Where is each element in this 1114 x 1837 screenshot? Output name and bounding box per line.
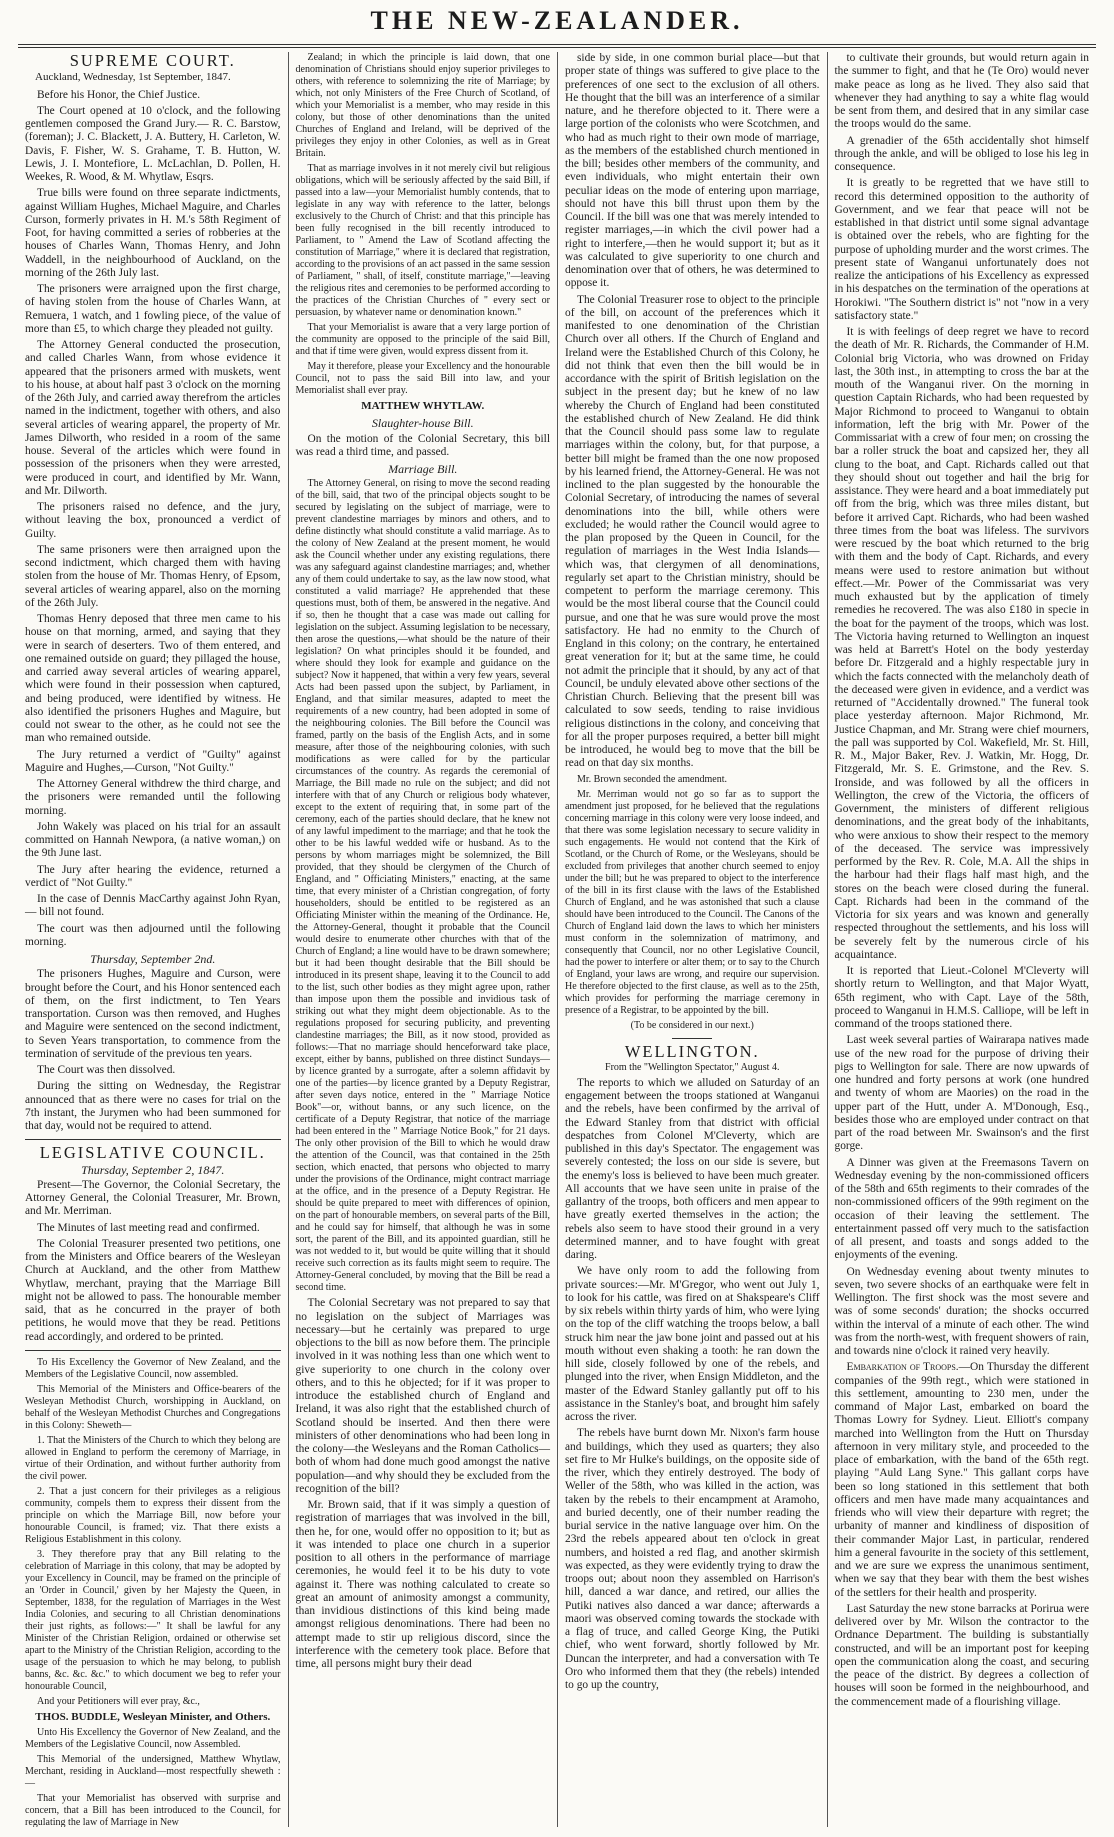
petition-paragraph: Zealand; in which the principle is laid down, that one denomination of Christians should enjoy superior privileges to others, with reference to solemnizing the rite of Marriage; by which, not only Ministers of the Free Church of Scotland, of which your Memorialist is a member, who may reside in this colony, but those of other denominations than the united Churches of England and Ireland, will be deprived of the privileges they enjoy in other Colonies, as well as in Great Britain.: [295, 52, 550, 159]
petition-paragraph: Unto His Excellency the Governor of New Zealand, and the Members of the Legislative Council, now Assembled.: [25, 1726, 281, 1750]
article-paragraph: During the sitting on Wednesday, the Registrar announced that as there were no cases for trial on the 7th instant, the Jurymen who had been summoned for that day, would not be required to attend.: [25, 1080, 281, 1132]
embarkation-lead: Embarkation of Troops.: [846, 1361, 959, 1374]
thursday-subheading: Thursday, September 2nd.: [90, 952, 216, 966]
embarkation-text: —On Thursday the different companies of the 99th regt., which were stationed in this settlement, amounting to 230 men, under the command of Major Last, embarked on board the Thomas Lowry for Sydney. Lieut. Elliott's company marched into Wellington from the Hutt on Thursday afternoon in very military style, and proceeded to the place of embarkation, with the band of the 65th regt. playing "Auld Lang Syne." This gallant corps have been so long stationed in this settlement that both officers and men have made many acquaintances and friends who will view their departure with regret; the urbanity of manner and kindliness of disposition of their commander Major Last, in particular, rendered him a general favourite in the society of this settlement, and we are sure we express the unanimous sentiment, when we say that they bear with them the best wishes of the settlers for their health and prosperity.: [834, 1361, 1089, 1599]
column-1: [18, 52, 288, 1827]
petition-paragraph: 2. That a just concern for their privileges as a religious community, compels them to express their dissent from the principle on which the Marriage Bill, now before your honourable Council, is framed; viz. That there exists a Religious Establishment in this colony.: [25, 1485, 281, 1545]
supreme-court-heading: SUPREME COURT.: [69, 52, 236, 70]
petition-paragraph: 1. That the Ministers of the Church to which they belong are allowed in England to perform the ceremony of Marriage, in virtue of their Ordination, and without further authority from the civil power.: [25, 1434, 281, 1482]
article-paragraph: The Attorney General, on rising to move the second reading of the bill, said, that two of the principal objects sought to be secured by legislating on the subject of marriage, were to prevent clandestine marriages by minors and others, and to define distinctly what should constitute a valid marriage. As to the colony of New Zealand at the present moment, he would ask the Council whether under any existing regulations, there was any safeguard against clandestine marriages; and, whether any of them could undertake to say, as the law now stood, what constituted a valid marriage? He apprehended that these questions must, both of them, be answered in the negative. And if so, then he thought that a case was made out calling for legislation on the subject. Assuming legislation to be necessary, then arose the questions,—what should be the nature of their legislation? On what principles should it be founded, and where should they look for example and guidance on the subject? Now it happened, that within a very few years, several Acts had been passed upon the subject, by Parliament, in England, and that similar measures, adapted to meet the requirements of a new country, had been adopted in some of the neighbouring colonies. The Bill before the Council was framed, partly on the basis of the English Acts, and in some measure, after those of the neighbouring colonies, with such modifications as were called for by the particular circumstances of the country. As regards the ceremonial of Marriage, the Bill made no rule on the subject; and did not interfere with that of any Church or religious body whatever, except to the extent of requiring that, in some part of the ceremony, each of the parties should declare, that he knew not of any lawful impediment to the marriage; and that he took the other to be his lawful wedded wife or husband. As to the persons by whom marriages might be solemnized, the Bill provided, that they should be clergymen of the Church of England, and " Officiating Ministers," enacting, at the same time, that every minister of a Christian congregation, of forty householders, should be entitled to be registered as an Officiating Minister within the meaning of the Ordinance. He, the Attorney-General, thought it probable that the Council would desire to enumerate other churches with that of the Church of England; a line would have to be drawn somewhere; but it had been thought desirable that the Bill should be introduced in its present shape, leaving it to the Council to add to the list, such other bodies as they might agree upon, rather than impose upon them the possible and invidious task of striking out what they might deem objectionable. As to the regulations proposed for securing publicity, and preventing clandestine marriages; the Bill, as it now stood, provided as follows:—That no marriage should henceforward take place, except, either by banns, published on three distinct Sundays—by licence granted by a surrogate, after a solemn affidavit by one of the parties—by licence granted by a Deputy Registrar, after seven days notice, entered in the " Marriage Notice Book"—or, without banns, or any such licence, on the certificate of a Deputy Registrar, that notice of the marriage had been entered in the " Marriage Notice Book," for 21 days. The only other provision of the Bill to which he would draw the attention of the Council, was that contained in the 25th section, which enacted, that persons who objected to marry under the provisions of the Ordinance, might contract marriage at the office, and in the presence of a Deputy Registrar. He should be quite prepared to meet with differences of opinion, on the part of honourable members, on several parts of the Bill, and he could say for himself, that although he was in some sort, the parent of the Bill, and its appointed guardian, still he was not wedded to it, but would be quite willing that it should receive such correction as its faults might seem to require. The Attorney-General concluded, by moving that the Bill be read a second time.: [295, 478, 550, 1294]
article-paragraph: The Colonial Secretary was not prepared to say that no legislation on the subject of Marriages was necessary—but he certainly was prepared to urge objections to the bill as now before them. The principle involved in it was nothing less than one which went to give superiority to one church in the colony over others, and to this he objected; for if it was proper to introduce the established church of England and Ireland, it was also right that the established church of Scotland should be inserted. And then there were ministers of other denominations who had been long in the colony—the Wesleyans and the Roman Catholics—both of whom had done much good amongst the native population—and why should they be excluded from the recognition of the bill?: [295, 1297, 550, 1495]
article-paragraph: Thomas Henry deposed that three men came to his house on that morning, armed, and saying that they were in search of deserters. Two of them entered, and one remained outside on guard; they pillaged the house, and carried away several articles of wearing apparel, which were found in their possession when captured, and being produced, were identified by witness. He also identified the prisoners Hughes and Maguire, but could not swear to the other, as he could not see the man who remained outside.: [25, 613, 281, 745]
article-paragraph: The same prisoners were then arraigned upon the second indictment, which charged them with having stolen from the house of Mr. Thomas Henry, of Epsom, several articles of wearing apparel, also on the morning of the 26th July.: [25, 543, 281, 609]
slaughter-house-bill-heading: Slaughter-house Bill.: [371, 416, 474, 431]
petition-paragraph: To His Excellency the Governor of New Zealand, and the Members of the Legislative Council, now assembled.: [25, 1356, 281, 1380]
article-paragraph: The Jury returned a verdict of "Guilty" against Maguire and Hughes,—Curson, "Not Guilty.": [25, 748, 281, 774]
article-paragraph: It is greatly to be regretted that we have still to record this determined opposition to the authority of Government, and we fear that peace will not be established in that district until some signal advantage is obtained over the rebels, who are fighting for the purpose of upholding murder and the worst crimes. The present state of Wanganui unfortunately does not realize the anticipations of his Excellency as expressed in his despatches on the termination of the operations at Horokiwi. "The Southern district is" not "now in a very satisfactory state.": [834, 177, 1089, 322]
article-paragraph: The prisoners were arraigned upon the first charge, of having stolen from the house of Charles Wann, at Remuera, 1 watch, and 1 fowling piece, of the value of more than £5, to which charge they pleaded not guilty.: [25, 283, 281, 335]
petition-paragraph: That your Memorialist is aware that a very large portion of the community are opposed to the principle of the said Bill, and that if time were given, would express dissent from it.: [295, 322, 550, 357]
article-paragraph: Mr. Merriman would not go so far as to support the amendment just proposed, for he believed that the regulations concerning marriage in this colony were very loose indeed, and that there was some legislation necessary to secure validity in such engagements. He would not contend that the Kirk of Scotland, or the Church of Rome, or the Wesleyans, should be excluded from privileges that another church seemed to enjoy under the bill; but he was prepared to object to the interference of the bill in its first clause with the laws of the Established Church of England, and he was astonished that such a clause should have been introduced to the Council. The Canons of the Church of England laid down the laws to which her ministers must conform in the solemnization of matrimony, and consequently that Council, nor no other Legislative Council, had the power to interfere or alter them; or to say to the Church of England, your laws are wrong, and require our supervision. He therefore objected to the first clause, as well as to the 25th, which provides for performing the marriage ceremony in presence of a Registrar, to be appointed by the bill.: [565, 788, 820, 1016]
article-paragraph: side by side, in one common burial place—but that proper state of things was suffered to give place to the preferences of one sect to the exclusion of all others. He thought that the bill was an interference of a similar nature, and he therefore objected to it. There were a large portion of the colonists who were Scotchmen, and who had as much right to their own mode of marriage, as the members of the established church mentioned in the bill; besides other members of the community, and even individuals, who might entertain their own peculiar ideas on the mode of entering upon marriage, should not have this bill thrust upon them by the Council. If the bill was one that was merely intended to register marriages,—in which the civil power had a right to interfere,—then he would support it; but as it was calculated to give superiority to one church and denomination over that of others, he was determined to oppose it.: [565, 52, 820, 290]
article-paragraph: It is with feelings of deep regret we have to record the death of Mr. R. Richards, the Commander of H.M. Colonial brig Victoria, who was drowned on Friday last, the 30th inst., in attempting to cross the bar at the mouth of the Wanganui river. On the morning in question Captain Richards, who had been requested by Major Richmond to proceed to Wanganui to obtain information, left the brig with Mr. Power of the Commissariat with a crew of four men; on crossing the bar a roller struck the boat and capsized her, they all clung to the boat, and Capt. Richards called out that they should shout out together and hail the brig for assistance. They were heard and a boat immediately put off from the brig, which was three miles distant, but before it arrived Capt. Richards, who had been washed three times from the boat was lifeless. The survivors were rescued by the boat which returned to the brig with them and the body of Capt. Richards, and every means were used to restore animation but without effect.—Mr. Power of the Commissariat was very much exhausted but by the application of timely remedies he recovered. The was also £180 in specie in the boat for the payment of the troops, which was lost. The Victoria having returned to Wellington an inquest was held at Barrett's Hotel on the body yesterday before Dr. Fitzgerald and a highly respectable jury in which the facts connected with the melancholy death of the deceased were given in evidence, and a verdict was returned of "Accidentally drowned." The funeral took place yesterday afternoon. Major Richmond, Mr. Justice Chapman, and Mr. Strang were chief mourners, the pall was supported by Col. Wakefield, Mr. St. Hill, R. M., Major Baker, Rev. J. Watkin, Mr. Hogg, Dr. Fitzgerald, Mr. S. E. Grimstone, and the Rev. S. Ironside, and was followed by all the officers in Wellington, the crew of the Victoria, the officers of Government, the ministers of different religious denominations, and the great body of the inhabitants, who were anxious to show their respect to the memory of the deceased. The service was impressively performed by the Rev. R. Cole, M.A. All the ships in the harbour had their flags half mast high, and the stores on the beach were closed during the funeral. Capt. Richards had been in the command of the Victoria for six years and was known and generally respected throughout the settlements, and his loss will be severely felt by the numerous circle of his acquaintance.: [834, 326, 1089, 961]
petition-paragraph: This Memorial of the undersigned, Matthew Whytlaw, Merchant, residing in Auckland—most respectfully sheweth :—: [25, 1753, 281, 1789]
article-paragraph: We have only room to add the following from private sources:—Mr. M'Gregor, who went out July 1, to look for his cattle, was fired on at Shakspeare's Cliff by six rebels within thirty yards of him, who were lying on the top of the cliff watching the troops below, a ball struck him near the jaw bone joint and passed out at his mouth without even shaking a tooth: he ran down the hill side, closely followed by one of the rebels, and plunged into the river, when Ensign Middleton, and the master of the Edward Stanley gallantly put off to his assistance in the Stanley's boat, and brought him safely across the river.: [565, 1265, 820, 1423]
article-paragraph: On the motion of the Colonial Secretary, this bill was read a third time, and passed.: [295, 432, 550, 458]
column-2: [288, 52, 558, 1827]
wellington-source: From the "Wellington Spectator," August 4.: [605, 1061, 780, 1073]
marriage-bill-heading: Marriage Bill.: [388, 462, 458, 476]
section-divider: [672, 1038, 712, 1039]
section-divider: [25, 1350, 281, 1351]
article-paragraph: In the case of Dennis MacCarthy against John Ryan,— bill not found.: [25, 893, 281, 919]
petition-paragraph: And your Petitioners will ever pray, &c.,: [37, 1695, 200, 1707]
article-paragraph: On Wednesday evening about twenty minutes to seven, two severe shocks of an earthquake were felt in Wellington. The first shock was the most severe and was of some seconds' duration; the shocks occurred within the interval of a minute of each other. The wind was from the north-west, with frequent showers of rain, and towards nine o'clock it rained very heavily.: [834, 1265, 1089, 1357]
continuation-note: (To be considered in our next.): [630, 1019, 754, 1031]
article-paragraph: Present—The Governor, the Colonial Secretary, the Attorney General, the Colonial Treasurer, Mr. Brown, and Mr. Merriman.: [25, 1178, 281, 1218]
article-paragraph: John Wakely was placed on his trial for an assault committed on Hannah Newpora, (a native woman,) on the 9th June last.: [25, 820, 281, 860]
article-paragraph: A grenadier of the 65th accidentally shot himself through the ankle, and will be obliged to lose his leg in consequence.: [834, 134, 1089, 173]
article-paragraph: Mr. Brown said, that if it was simply a question of registration of marriages that was involved in the bill, then he, for one, would offer no opposition to it; but as it was intended to place one church in a superior position to all others in the performance of marriage ceremonies, he would feel it to be his duty to vote against it. There was nothing calculated to create so great an amount of animosity amongst a community, than invidious distinctions of this kind being made amongst religious denominations. There had been no attempt made to stir up religious discord, since the interference with the cemetery took place. Before that time, all persons might bury their dead: [295, 1499, 550, 1670]
masthead-rule: [18, 44, 1096, 45]
legislative-council-heading: LEGISLATIVE COUNCIL.: [39, 1143, 266, 1163]
supreme-court-dateline: Auckland, Wednesday, 1st September, 1847.: [35, 71, 231, 84]
article-paragraph: Last Saturday the new stone barracks at Porirua were delivered over by Mr. Wilson the contractor to the Ordnance Department. The building is substantially constructed, and will be an important post for keeping open the communication along the coast, and securing the peace of the district. By degrees a collection of houses will soon be formed in the neighbourhood, and the commencement made of a flourishing village.: [834, 1602, 1089, 1708]
petition-paragraph: That as marriage involves in it not merely civil but religious obligations, which will be seriously affected by the said Bill, if passed into a law—your Memorialist humbly contends, that to legislate in any way with reference to the latter, belongs exclusively to the Church of Christ: and that this principle has been fully recognised in the bill recently introduced to Parliament, to " Amend the Law of Scotland affecting the constitution of Marriage," where it is declared that registration, according to the provisions of an act passed in the same session of Parliament, " shall, of itself, constitute marriage,"—leaving the religious rites and ceremonies to be performed according to the practices of the Christian Churches of " every sect or persuasion, by whatever name or denomination known.": [295, 163, 550, 318]
article-paragraph: The Court was then dissolved.: [37, 1064, 176, 1076]
article-paragraph: Before his Honor, the Chief Justice.: [37, 88, 201, 101]
article-paragraph: to cultivate their grounds, but would return again in the summer to fight, and that he (Te Oro) would never make peace as long as he lived. They also said that whenever they had anything to say a white flag would be sent from them, and desired that in any similar case the troops would do the same.: [834, 52, 1089, 131]
column-3: [557, 52, 827, 1827]
wellington-heading: WELLINGTON.: [624, 1041, 760, 1061]
petition-paragraph: That your Memorialist has observed with surprise and concern, that a Bill has been introduced to the Council, for regulating the law of Marriage in New: [25, 1792, 281, 1827]
masthead-rule-2: [18, 47, 1096, 48]
article-paragraph: The Colonial Treasurer rose to object to the principle of the bill, on account of the preferences which it manifested to one denomination of the Christian Church over all others. If the Church of England and Ireland were the Established Church of this Colony, he did not think that even then the bill would be in accordance with the spirit of British legislation on the subject in the present day; but he knew of no law whereby the Church of England had been constituted the established church of New Zealand. He did think that the Council should pass some law to regulate marriages within the colony, but, for that purpose, a better bill might be framed than the one now proposed by his learned friend, the Attorney-General. He was not inclined to the plan suggested by the honourable the Colonial Secretary, of introducing the names of several denominations into the bill, while others were excluded; he would rather the Council would agree to the plan proposed by the Queen in Council, for the regulation of marriages in the West India Islands—which was, that clergymen of all denominations, regularly set apart to the Christian ministry, should be competent to perform the marriage ceremony. This would be the most liberal course that the Council could pursue, and one that he was sure would prove the most satisfactory. He had no enmity to the Church of England in this colony; on the contrary, he entertained great veneration for it; but at the same time, he could not admit the principle that it should, by any act of that Council, be unduly elevated above other sections of the Christian Church. Believing that the present bill was calculated to sow seeds, tending to raise invidious religious distinctions in the colony, and conceiving that for all the proper purposes required, a better bill might be introduced, he would beg to move that the bill be read on that day six months.: [565, 293, 820, 770]
article-paragraph: Mr. Brown seconded the amendment.: [577, 773, 727, 785]
legislative-council-dateline: Thursday, September 2, 1847.: [81, 1162, 225, 1177]
petition-signature: THOS. BUDDLE, Wesleyan Minister, and Others.: [35, 1710, 271, 1723]
article-paragraph: The rebels have burnt down Mr. Nixon's farm house and buildings, which they used as quarters; they also set fire to Mr Hulke's buildings, on the opposite side of the river, which they entirely destroyed. The body of Weller of the 58th, who was killed in the action, was taken by the rebels to their encampment at Aramoho, and buried decently, one of their number reading the burial service in the native language over him. On the 23rd the rebels appeared about ten o'clock in great numbers, and hoisted a red flag, and another skirmish was expected, as they were evidently trying to draw the troops out; about noon they assembled on Harrison's hill, danced a war dance, and retired, our allies the Putiki natives also danced a war dance; afterwards a maori was observed coming towards the stockade with a flag of truce, and called George King, the Putiki chief, who went forward, shortly followed by Mr. Duncan the interpreter, and had a conversation with Te Oro who informed them that they (the rebels) intended to go up the country,: [565, 1427, 820, 1691]
section-divider: [25, 1139, 281, 1140]
article-paragraph: A Dinner was given at the Freemasons Tavern on Wednesday evening by the non-commissioned officers of the 58th and 65th regiments to their comrades of the non-commissioned officers of the 99th regiment on the occasion of their leaving the settlement. The entertainment passed off very much to the satisfaction of all present, and toasts and songs added to the enjoyments of the evening.: [834, 1156, 1089, 1262]
article-paragraph: The Court opened at 10 o'clock, and the following gentlemen composed the Grand Jury.— R. C. Barstow, (foreman); J. C. Blackett, J. A. Buttery, H. Carleton, W. Davis, F. Fisher, W. S. Grahame, T. B. Hutton, W. Lewis, J. I. Montefiore, L. McLachlan, D. Pollen, H. Weekes, R. Wood, & M. Whytlaw, Esqrs.: [25, 104, 281, 183]
article-paragraph: It is reported that Lieut.-Colonel M'Cleverty will shortly return to Wellington, and that Major Wyatt, 65th regiment, who with Capt. Laye of the 58th, proceed to Wanganui in H.M.S. Calliope, will be left in command of the troops stationed there.: [834, 965, 1089, 1030]
article-paragraph: The prisoners Hughes, Maguire and Curson, were brought before the Court, and his Honor sentenced each of them, on the first indictment, to Ten Years transportation. Curson was then removed, and Hughes and Maguire were sentenced on the second indictment, to Seven Years transportation, to commence from the termination of servitude of the previous ten years.: [25, 968, 281, 1060]
article-paragraph: The court was then adjourned until the following morning.: [25, 922, 281, 948]
newspaper-columns: [18, 52, 1096, 1827]
article-paragraph: The Attorney General withdrew the third charge, and the prisoners were remanded until the following morning.: [25, 778, 281, 817]
article-paragraph: The reports to which we alluded on Saturday of an engagement between the troops stationed at Wanganui and the rebels, have been confirmed by the arrival of the Edward Stanley from that district with official despatches from Colonel M'Cleverty, which are published in this day's Spectator. The engagement was severely contested; the loss on our side is severe, but the enemy's loss is believed to have been much greater. All accounts that we have seen unite in praise of the gallantry of the troops, both officers and men appear to have greatly exerted themselves in the action; the rebels also seem to have stood their ground in a very determined manner, and to have fought with great daring.: [565, 1076, 820, 1261]
article-paragraph: Last week several parties of Wairarapa natives made use of the new road for the purpose of driving their pigs to Wellington for sale. There are now upwards of one hundred and forty persons at work (one hundred and twenty of whom are Maories) on the road in the upper part of the Hutt, under A. M'Donough, Esq., besides those who are employed under contract on that part of the road between Mr. Swainson's and the first gorge.: [834, 1034, 1089, 1153]
petition-paragraph: This Memorial of the Ministers and Office-bearers of the Wesleyan Methodist Church, worshipping in Auckland, on behalf of the Wesleyan Methodist Churches and Congregations in this Colony: Sheweth—: [25, 1383, 281, 1431]
article-paragraph: The Minutes of last meeting read and confirmed.: [37, 1221, 260, 1234]
petition-paragraph: 3. They therefore pray that any Bill relating to the celebration of Marriage in this colony, that may be adopted by your Excellency in Council, may be framed on the principle of an 'Order in Council,' given by her Majesty the Queen, in September, 1838, for the regulation of Marriages in the West India Colonies, and securing to all Christian denominations their just rights, as follows:—" It shall be lawful for any Minister of the Christian Religion, ordained or otherwise set apart to the Ministry of the Christian Religion, according to the usage of the persuasion to which he may belong, to publish banns, &c. &c. &c." to which document we beg to refer your honourable Council,: [25, 1548, 281, 1692]
article-paragraph: The Colonial Treasurer presented two petitions, one from the Ministers and Office bearers of the Wesleyan Church at Auckland, and the other from Matthew Whytlaw, merchant, praying that the Marriage Bill might not be allowed to pass. The honourable member said, that as he concurred in the prayer of both petitions, he would move that they be read. Petitions read accordingly, and ordered to be printed.: [25, 1237, 281, 1343]
petition-signature: MATTHEW WHYTLAW.: [361, 400, 485, 412]
article-paragraph: The Attorney General conducted the prosecution, and called Charles Wann, from whose evidence it appeared that the prisoners armed with muskets, went to his house, at about half past 3 o'clock on the morning of the 26th July, and carried away therefrom the articles named in the indictment, together with others, and also several articles of wearing apparel, the property of Mr. James Dilworth, who resided in a room of the same house. Several of the articles which were found in possession of the prisoners when they were arrested, were produced in court, and identified by Mr. Wann, and Mr. Dilworth.: [25, 339, 281, 497]
article-paragraph: [835, 1361, 1090, 1600]
article-paragraph: True bills were found on three separate indictments, against William Hughes, Michael Maguire, and Charles Curson, formerly privates in H. M.'s 58th Regiment of Foot, for having committed a series of robberies at the houses of Charles Wann, Thomas Henry, and John Waddell, in the neighbourhood of Auckland, on the morning of the 26th July last.: [25, 187, 281, 279]
column-4: [827, 52, 1097, 1827]
article-paragraph: The prisoners raised no defence, and the jury, without leaving the box, pronounced a verdict of Guilty.: [25, 501, 281, 540]
article-paragraph: The Jury after hearing the evidence, returned a verdict of "Not Guilty.": [25, 863, 281, 889]
masthead: THE NEW-ZEALANDER.: [370, 6, 744, 35]
petition-paragraph: May it therefore, please your Excellency and the honourable Council, not to pass the said Bill into law, and your Memorialist shall ever pray.: [295, 361, 550, 396]
